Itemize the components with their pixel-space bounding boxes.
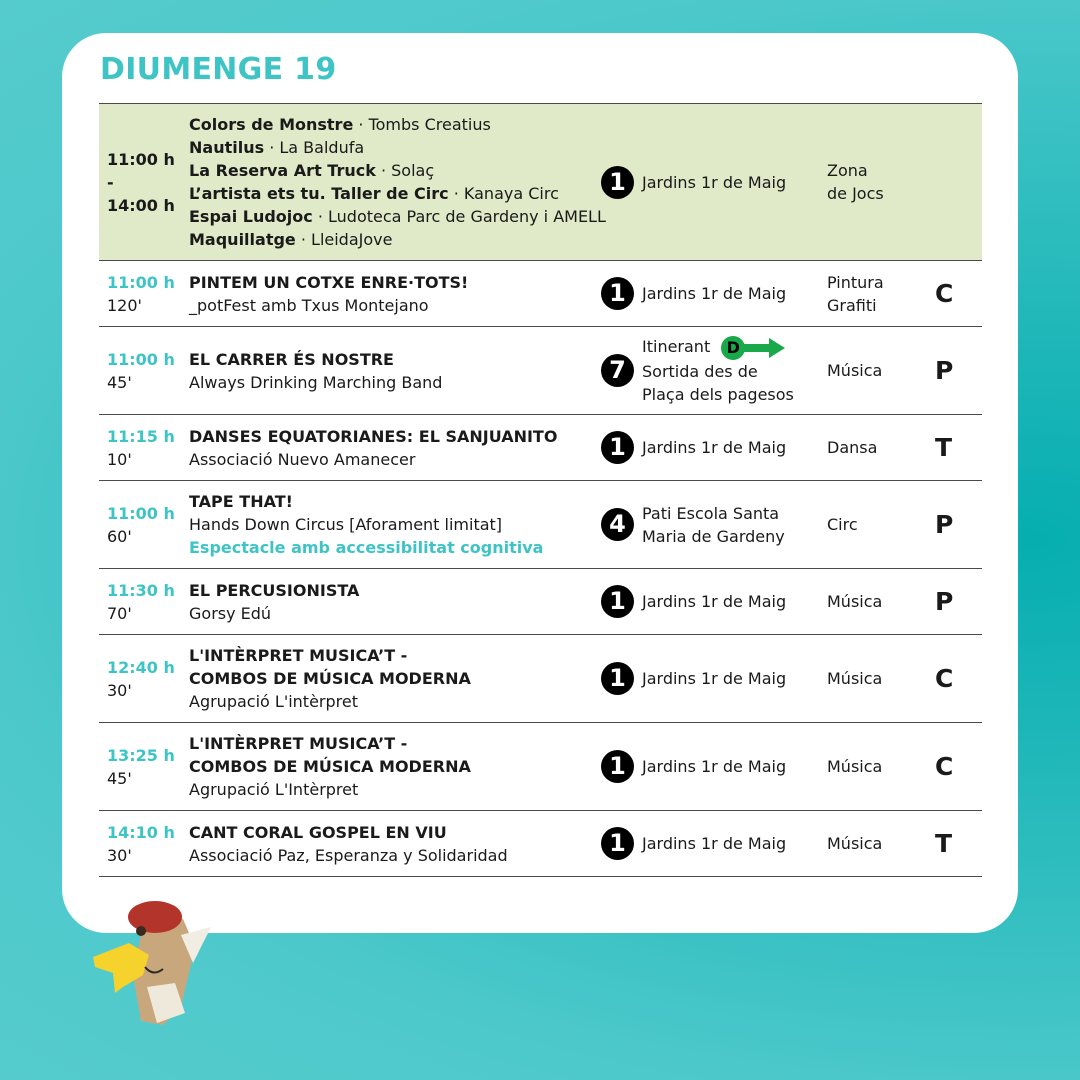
venue-number-icon: 1 — [601, 585, 634, 618]
duration: 45' — [107, 372, 132, 392]
venue-number-icon: 1 — [601, 750, 634, 783]
bird-head-shape — [128, 901, 182, 933]
table-row — [99, 415, 982, 481]
category: Zona — [827, 161, 868, 180]
start-time: 11:00 h — [107, 349, 175, 369]
venue-number-icon: 1 — [601, 166, 634, 199]
audience-type: P — [935, 356, 954, 385]
venue-name: Maria de Gardeny — [642, 526, 785, 546]
table-row — [99, 481, 982, 569]
audience-type: T — [935, 433, 953, 462]
category: Pintura Grafiti — [827, 272, 884, 315]
time-start: 11:00 h — [107, 149, 175, 169]
venue-number-icon: 1 — [601, 431, 634, 464]
event-company: Always Drinking Marching Band — [189, 372, 443, 392]
event-title: EL CARRER ÉS NOSTRE — [189, 349, 394, 369]
start-time: 11:30 h — [107, 580, 175, 600]
duration: 60' — [107, 526, 132, 546]
event-company: Agrupació L'Intèrpret — [189, 780, 359, 799]
activity-item: Espai Ludojoc · Ludoteca Parc de Gardeny i AMELL — [189, 207, 606, 226]
event-company: Gorsy Edú — [189, 603, 272, 623]
event-title: DANSES EQUATORIANES: EL SANJUANITO — [189, 426, 558, 446]
event-title: EL PERCUSIONISTA — [189, 580, 360, 600]
event-title: L'INTÈRPRET MUSICA’T - — [189, 646, 408, 665]
event-title: PINTEM UN COTXE ENRE·TOTS! — [189, 272, 469, 292]
event-title: L'INTÈRPRET MUSICA’T - — [189, 734, 408, 753]
duration: 120' — [107, 295, 142, 315]
venue-name: Jardins 1r de Maig — [642, 592, 787, 611]
start-time: 11:00 h — [107, 503, 175, 523]
category: Música — [827, 592, 883, 611]
category: Música — [827, 361, 883, 380]
table-row — [99, 569, 982, 635]
event-title: TAPE THAT! — [189, 492, 293, 511]
duration: 45' — [107, 768, 132, 788]
venue-detail: Sortida des de — [642, 361, 758, 381]
time-separator: - — [107, 172, 114, 192]
start-time: 11:00 h — [107, 272, 175, 292]
event-title: COMBOS DE MÚSICA MODERNA — [189, 669, 471, 688]
audience-type: C — [935, 752, 954, 781]
event-company: Hands Down Circus [Aforament limitat] — [189, 515, 503, 534]
duration: 30' — [107, 680, 132, 700]
venue-number-icon: 7 — [601, 354, 634, 387]
category: Música — [827, 757, 883, 776]
duration: 70' — [107, 603, 132, 623]
table-row — [99, 811, 982, 877]
table-row — [99, 261, 982, 327]
venue-number-icon: 1 — [601, 827, 634, 860]
activity-item: Colors de Monstre · Tombs Creatius — [189, 115, 491, 134]
category: de Jocs — [827, 184, 884, 203]
audience-type: P — [935, 587, 954, 616]
duration: 30' — [107, 845, 132, 865]
category: Dansa — [827, 438, 878, 457]
schedule-table — [99, 103, 982, 877]
table-row — [99, 327, 982, 415]
venue-name: Jardins 1r de Maig — [642, 757, 787, 776]
audience-type: C — [935, 279, 954, 308]
venue-detail: Plaça dels pagesos — [642, 384, 794, 404]
venue-name: Jardins 1r de Maig — [642, 172, 787, 192]
activity-item: Maquillatge · LleidaJove — [189, 230, 393, 249]
venue-name: Jardins 1r de Maig — [642, 669, 787, 688]
venue-number-icon: 4 — [601, 508, 634, 541]
venue-name: Jardins 1r de Maig — [642, 284, 787, 303]
start-time: 12:40 h — [107, 657, 175, 677]
activity-item: Nautilus · La Baldufa — [189, 138, 365, 157]
start-time: 11:15 h — [107, 426, 175, 446]
start-time: 14:10 h — [107, 822, 175, 842]
table-row — [99, 635, 982, 723]
start-badge: D — [721, 336, 745, 360]
event-company: Associació Nuevo Amanecer — [189, 449, 416, 469]
event-company: Associació Paz, Esperanza y Solidaridad — [189, 845, 508, 865]
table-row — [99, 723, 982, 811]
audience-type: T — [935, 829, 953, 858]
bird-eye-shape — [136, 926, 146, 936]
accessibility-note: Espectacle amb accessibilitat cognitiva — [189, 538, 544, 557]
audience-type: C — [935, 664, 954, 693]
start-time: 13:25 h — [107, 745, 175, 765]
route-start-arrow-icon — [721, 336, 785, 360]
venue-number-icon: 1 — [601, 662, 634, 695]
audience-type: P — [935, 510, 954, 539]
event-company: _potFest amb Txus Montejano — [189, 295, 429, 315]
venue-name: Jardins 1r de Maig — [642, 438, 787, 457]
event-title: CANT CORAL GOSPEL EN VIU — [189, 822, 447, 842]
venue-name: Itinerant — [642, 337, 711, 357]
category: Circ — [827, 515, 858, 534]
venue-number-icon: 1 — [601, 277, 634, 310]
day-title: DIUMENGE 19 — [100, 52, 337, 87]
duration: 10' — [107, 449, 132, 469]
event-company: Agrupació L'intèrpret — [189, 692, 358, 711]
venue-name: Jardins 1r de Maig — [642, 834, 787, 853]
venue-name: Pati Escola Santa — [642, 503, 780, 523]
category: Música — [827, 834, 883, 853]
wooden-bird-illustration — [85, 895, 225, 1035]
activity-item: La Reserva Art Truck · Solaç — [189, 161, 435, 180]
table-row — [99, 104, 982, 261]
time-end: 14:00 h — [107, 195, 175, 215]
category: Música — [827, 669, 883, 688]
event-title: COMBOS DE MÚSICA MODERNA — [189, 757, 471, 776]
activity-item: L’artista ets tu. Taller de Circ · Kanaya Circ — [189, 184, 559, 203]
arrow-right-icon — [743, 337, 785, 359]
